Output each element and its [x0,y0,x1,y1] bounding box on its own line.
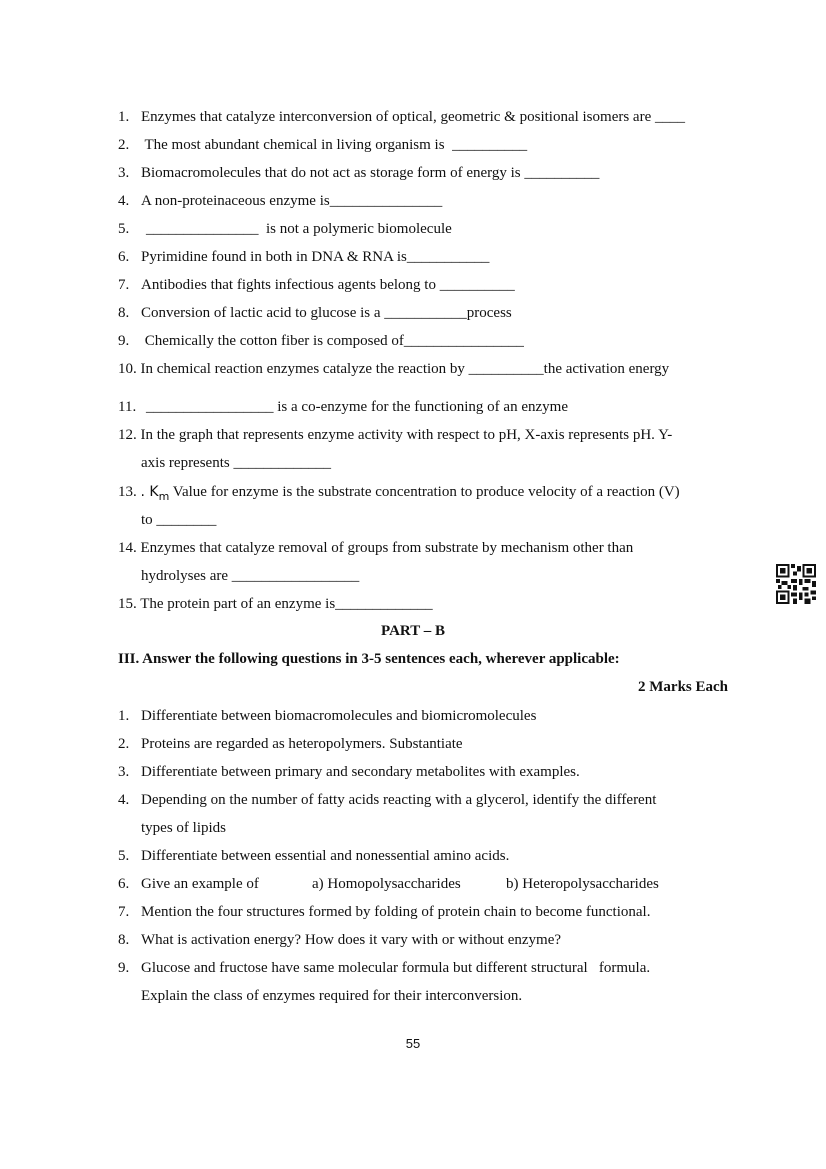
question-b-1: 1. Differentiate between biomacromolecules and biomicromolecules [118,708,537,724]
page-number: 55 [405,1036,421,1051]
question-a-8: 8. Conversion of lactic acid to glucose is a ___________process [118,305,512,321]
question-b-4: 4. Depending on the number of fatty acids reacting with a glycerol, identify the different types of lipids [118,792,657,836]
marks-label: 2 Marks Each [638,679,728,695]
qr-code-icon [776,564,816,604]
question-a-2: 2. The most abundant chemical in living organism is __________ [118,137,528,153]
question-a-6: 6. Pyrimidine found in both in DNA & RNA is___________ [118,249,490,265]
question-b-8: 8. What is activation energy? How does it vary with or without enzyme? [118,932,562,948]
question-a-4: 4. A non-proteinaceous enzyme is_______________ [118,193,443,209]
question-b-5: 5. Differentiate between essential and nonessential amino acids. [118,848,510,864]
question-b-7: 7. Mention the four structures formed by folding of protein chain to become functional. [118,904,651,920]
question-a-10: 10. In chemical reaction enzymes catalyze the reaction by __________the activation energy [118,361,670,377]
question-b-2: 2. Proteins are regarded as heteropolymers. Substantiate [118,736,463,752]
part-b-title: PART – B [381,623,445,639]
question-a-1: 1. Enzymes that catalyze interconversion of optical, geometric & positional isomers are ____ [118,109,685,125]
question-a-7: 7. Antibodies that fights infectious agents belong to __________ [118,277,515,293]
question-a-11: 11. _________________ is a co-enzyme for the functioning of an enzyme [118,399,568,415]
question-b-6: 6. Give an example of a) Homopolysaccharides b) Heteropolysaccharides [118,876,659,892]
question-a-9: 9. Chemically the cotton fiber is composed of________________ [118,333,524,349]
part-b-instruction: III. Answer the following questions in 3-5 sentences each, wherever applicable: [118,651,620,667]
question-a-14: 14. Enzymes that catalyze removal of groups from substrate by mechanism other than hydrolyses are _________________ [118,540,634,584]
question-b-9: 9. Glucose and fructose have same molecular formula but different structural formula. Explain the class of enzymes required for their interconversion. [118,960,651,1004]
question-b-3: 3. Differentiate between primary and secondary metabolites with examples. [118,764,580,780]
question-a-15: 15. The protein part of an enzyme is_____________ [118,596,433,612]
question-a-12: 12. In the graph that represents enzyme activity with respect to pH, X-axis represents pH. Y- axis represents _____________ [118,427,673,471]
question-a-3: 3. Biomacromolecules that do not act as storage form of energy is __________ [118,165,600,181]
question-a-5: 5. _______________ is not a polymeric biomolecule [118,221,452,237]
question-a-13: 13. . $K_m$ Value for enzyme is the substrate concentration to produce velocity of a reaction (V) to ________ [118,484,680,528]
